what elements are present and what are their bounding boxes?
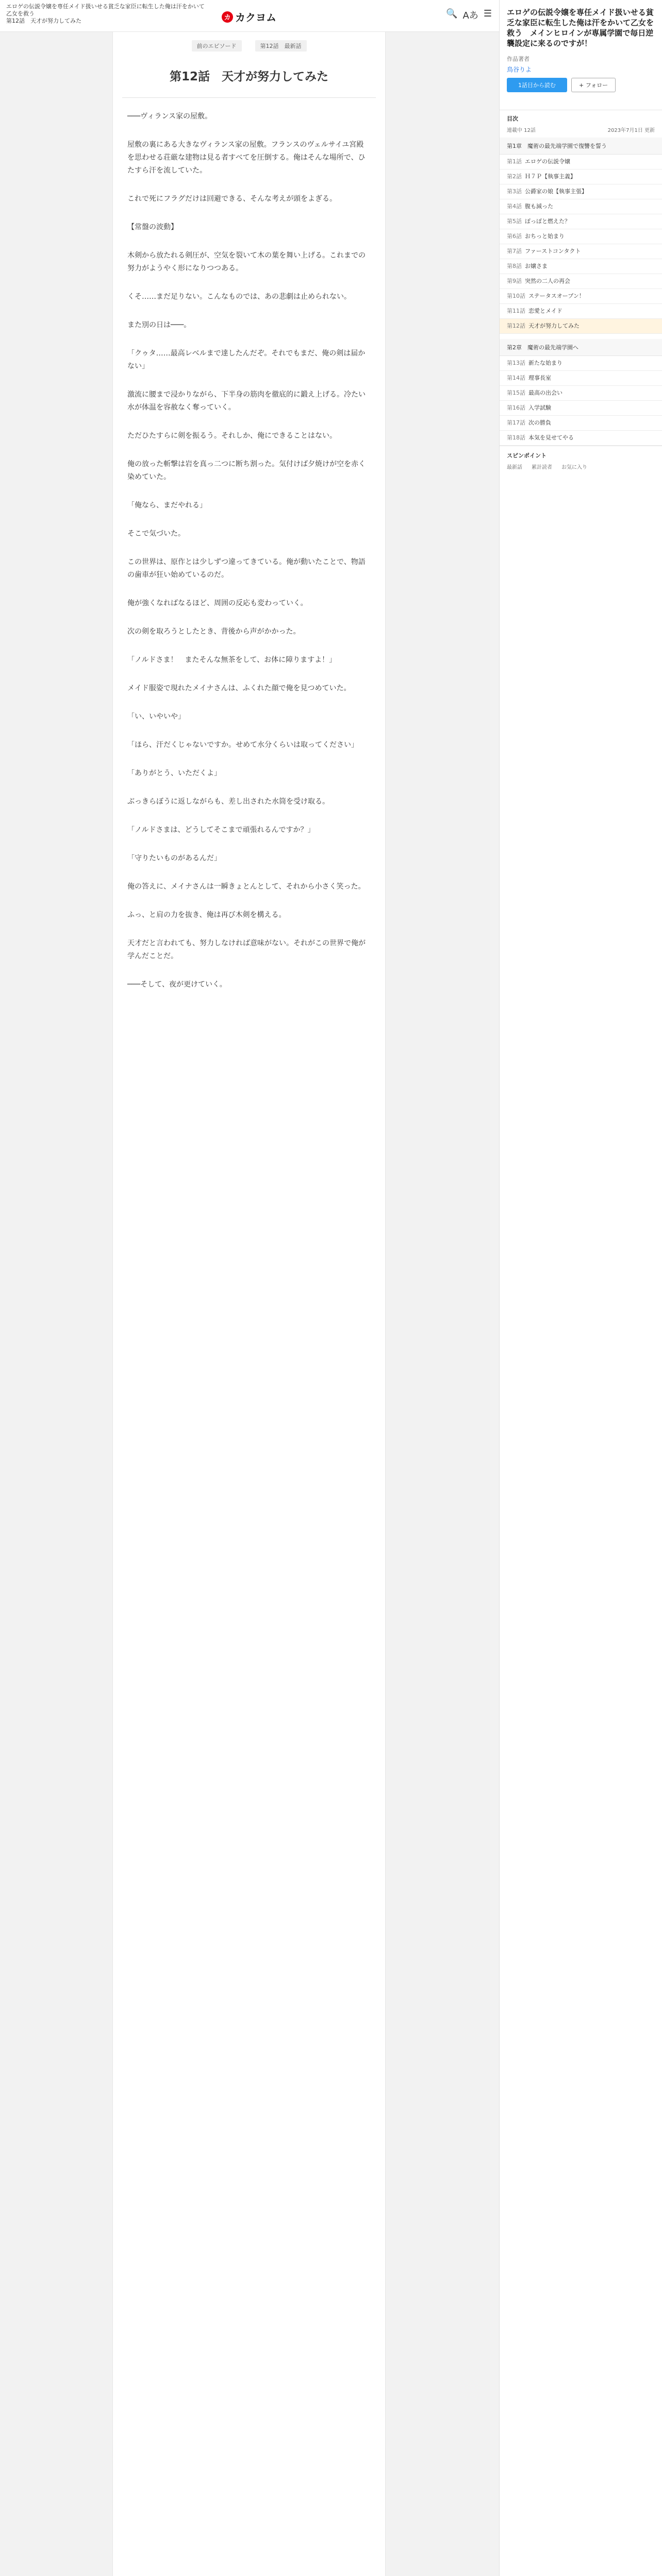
- toc-episode-number: 第5話: [507, 218, 522, 225]
- body-paragraph: 俺の放った斬撃は岩を真っ二つに断ち割った。気付けば夕焼けが空を赤く染めていた。: [127, 460, 366, 481]
- top-header: [0, 0, 499, 32]
- toc-episode-title: ファーストコンタクト: [525, 248, 581, 255]
- toc-episode-title: 突然の二人の再会: [525, 278, 570, 284]
- work-actions: [507, 78, 655, 92]
- follow-button[interactable]: + フォロー: [571, 78, 616, 92]
- toc-episode-number: 第7話: [507, 248, 522, 255]
- toc-episode-number: 第12話: [507, 323, 525, 329]
- body-paragraph: 「俺なら、まだやれる」: [127, 501, 207, 510]
- toc-item[interactable]: [500, 229, 662, 244]
- site-logo[interactable]: [222, 9, 276, 24]
- body-paragraph: ぶっきらぼうに返しながらも、差し出された水筒を受け取る。: [127, 798, 329, 806]
- body-paragraph: 「ありがとう、いただくよ」: [127, 769, 221, 777]
- spin-point-item: 累計読者: [532, 465, 552, 470]
- toc-episode-title: 新たな始まり: [528, 360, 562, 366]
- logo-text: カクヨム: [235, 11, 276, 24]
- body-paragraph: この世界は、原作とは少しずつ違ってきている。俺が動いたことで、物語の歯車が狂い始めているのだ。: [127, 558, 366, 579]
- toc-chapter-1[interactable]: 第1章 魔術の最先端学園で復讐を誓う: [500, 138, 662, 155]
- body-paragraph: ふっ、と肩の力を抜き、俺は再び木剣を構える。: [127, 911, 286, 919]
- toc-chapter-2[interactable]: 第2章 魔術の最先端学園へ: [500, 339, 662, 356]
- episode-index-link[interactable]: 第12話 最新話: [255, 40, 307, 52]
- toc-episode-title: お嬢さま: [525, 263, 548, 269]
- toc-episode-title: ぽっぽと燃えた？: [525, 218, 570, 225]
- toc-item[interactable]: [500, 274, 662, 289]
- body-paragraph: ただひたすらに剣を振るう。それしか、俺にできることはない。: [127, 432, 337, 440]
- body-paragraph: これで死にフラグだけは回避できる、そんな考えが頭をよぎる。: [127, 195, 337, 203]
- toc-episode-number: 第6話: [507, 233, 522, 240]
- body-paragraph: 「クゥタ……最高レベルまで達したんだぞ。それでもまだ、俺の剣は届かない」: [127, 349, 366, 370]
- body-paragraph: 屋敷の裏にある大きなヴィランス家の屋敷。フランスのヴェルサイユ宮殿を思わせる荘厳な建物は見る者すべてを圧倒する。俺はそんな場所で、ひたすら汗を流していた。: [127, 141, 366, 175]
- right-sidebar: [499, 0, 662, 2576]
- toc-episode-title: 天才が努力してみた: [528, 323, 580, 329]
- toc-item[interactable]: [500, 259, 662, 274]
- toc-item[interactable]: [500, 170, 662, 184]
- toc-item[interactable]: [500, 319, 662, 334]
- toc-episode-title: 入学試験: [528, 404, 551, 411]
- work-info: [500, 0, 662, 96]
- toc-label: 目次: [507, 115, 518, 122]
- toc-episode-title: ステータスオープン！: [528, 293, 585, 299]
- toc-item[interactable]: [500, 304, 662, 319]
- body-paragraph: また別の日は───。: [127, 321, 191, 329]
- body-paragraph: くそ……まだ足りない。こんなものでは、あの悲劇は止められない。: [127, 293, 351, 301]
- toc-item[interactable]: [500, 416, 662, 431]
- toc-episode-number: 第1話: [507, 158, 522, 165]
- spin-point: [500, 446, 662, 476]
- reading-column: [112, 32, 386, 2576]
- toc-episode-number: 第15話: [507, 389, 525, 396]
- toc-item[interactable]: [500, 214, 662, 229]
- body-paragraph: 天才だと言われても、努力しなければ意味がない。それがこの世界で俺が学んだことだ。: [127, 939, 366, 960]
- toc-episode-number: 第4話: [507, 203, 522, 210]
- body-paragraph: 「守りたいものがあるんだ」: [127, 854, 221, 862]
- body-paragraph: 「い、いやいや」: [127, 713, 185, 721]
- toc-episode-title: 理事長室: [528, 375, 551, 381]
- toc-item[interactable]: [500, 184, 662, 199]
- body-paragraph: ───ヴィランス家の屋敷。: [127, 112, 212, 121]
- toc-episode-title: エロゲの伝説令嬢: [525, 158, 570, 165]
- body-paragraph: 次の剣を取ろうとしたとき、背後から声がかかった。: [127, 628, 301, 636]
- toc-meta: [507, 126, 655, 133]
- body-paragraph: 俺が強くなればなるほど、周囲の反応も変わっていく。: [127, 599, 308, 607]
- body-paragraph: 「ほら、汗だくじゃないですか。せめて水分くらいは取ってください」: [127, 741, 358, 749]
- body-paragraph: そこで気づいた。: [127, 530, 185, 538]
- toc-episode-title: 次の勝負: [528, 419, 551, 426]
- body-paragraph: ───そして、夜が更けていく。: [127, 980, 227, 989]
- spin-point-item: お気に入り: [561, 465, 587, 470]
- font-size-icon[interactable]: Aあ: [462, 10, 478, 21]
- toc-episode-title: 腹も減った: [525, 203, 553, 210]
- toc-episode-title: 本気を見せてやる: [528, 434, 574, 441]
- toc-episode-number: 第17話: [507, 419, 525, 426]
- toc-episode-number: 第16話: [507, 404, 525, 411]
- series-header[interactable]: [6, 3, 207, 25]
- search-icon[interactable]: 🔍: [446, 8, 458, 19]
- episode-body: [113, 110, 385, 991]
- toc-list-2: [500, 356, 662, 446]
- series-subtitle: 第12話 天才が努力してみた: [6, 18, 81, 24]
- body-paragraph: メイド服姿で現れたメイナさんは、ふくれた顔で俺を見つめていた。: [127, 684, 351, 692]
- work-title[interactable]: エロゲの伝説令嬢を専任メイド扱いせる貧乏な家臣に転生した俺は汗をかいて乙女を救う メインヒロインが専属学園で毎日逆襲設定に来るのですが！: [507, 8, 654, 48]
- toc-status: 連載中 12話: [507, 128, 536, 133]
- header-icons: [446, 8, 492, 22]
- toc-episode-number: 第2話: [507, 173, 522, 180]
- toc-item[interactable]: [500, 155, 662, 170]
- body-paragraph: 「ノルドさま！ またそんな無茶をして、お体に障りますよ！」: [127, 656, 337, 664]
- toc-episode-title: 公爵家の娘【執事主張】: [525, 188, 587, 195]
- author-link[interactable]: 鳥谷りよ: [507, 66, 532, 73]
- body-paragraph: 木剣から放たれる剣圧が、空気を裂いて木の葉を舞い上げる。これまでの努力がようやく形になりつつある。: [127, 251, 366, 273]
- toc-item[interactable]: [500, 289, 662, 304]
- prev-episode-link[interactable]: 前のエピソード: [192, 40, 242, 52]
- toc-episode-number: 第8話: [507, 263, 522, 269]
- spin-point-grid: [507, 463, 655, 470]
- toc-episode-number: 第11話: [507, 308, 525, 314]
- body-paragraph: 「ノルドさまは、どうしてそこまで頑張れるんですか？」: [127, 826, 315, 834]
- toc-item[interactable]: [500, 199, 662, 214]
- body-paragraph: 【常盤の波動】: [127, 223, 178, 231]
- read-first-button[interactable]: 1話目から読む: [507, 78, 567, 92]
- toc-item[interactable]: [500, 244, 662, 259]
- logo-mark-icon: カ: [222, 11, 233, 23]
- toc-header: [500, 110, 662, 138]
- toc-episode-number: 第3話: [507, 188, 522, 195]
- episode-pager: [113, 40, 385, 52]
- body-paragraph: 俺の答えに、メイナさんは一瞬きょとんとして、それから小さく笑った。: [127, 883, 366, 891]
- spin-point-item: 最新話: [507, 465, 522, 470]
- toc-item[interactable]: [500, 386, 662, 401]
- spin-point-label: スピンポイント: [507, 452, 547, 459]
- menu-icon[interactable]: ☰: [483, 8, 492, 19]
- toc-item[interactable]: [500, 401, 662, 416]
- toc-episode-number: 第13話: [507, 360, 525, 366]
- toc-item[interactable]: [500, 371, 662, 386]
- toc-item[interactable]: [500, 356, 662, 371]
- toc-updated: 2023年7月1日 更新: [607, 128, 655, 133]
- body-paragraph: 激流に腰まで浸かりながら、下半身の筋肉を徹底的に鍛え上げる。冷たい水が体温を容赦なく奪っていく。: [127, 391, 366, 412]
- episode-title: 第12話 天才が努力してみた: [122, 58, 376, 98]
- toc-episode-title: おちっと始まり: [525, 233, 565, 240]
- author-label: 作品著者: [507, 56, 529, 62]
- toc-episode-title: 恋愛とメイド: [528, 308, 562, 314]
- toc-item[interactable]: [500, 431, 662, 446]
- toc-episode-title: 最高の出会い: [528, 389, 562, 396]
- toc-episode-number: 第9話: [507, 278, 522, 284]
- toc-episode-title: Ｈ７Ｐ【執事主義】: [525, 173, 576, 180]
- series-title[interactable]: エロゲの伝説令嬢を専任メイド扱いせる貧乏な家臣に転生した俺は汗をかいて乙女を救う: [6, 3, 205, 17]
- toc-episode-number: 第18話: [507, 434, 525, 441]
- toc-list-1: [500, 155, 662, 334]
- toc-episode-number: 第14話: [507, 375, 525, 381]
- toc-episode-number: 第10話: [507, 293, 525, 299]
